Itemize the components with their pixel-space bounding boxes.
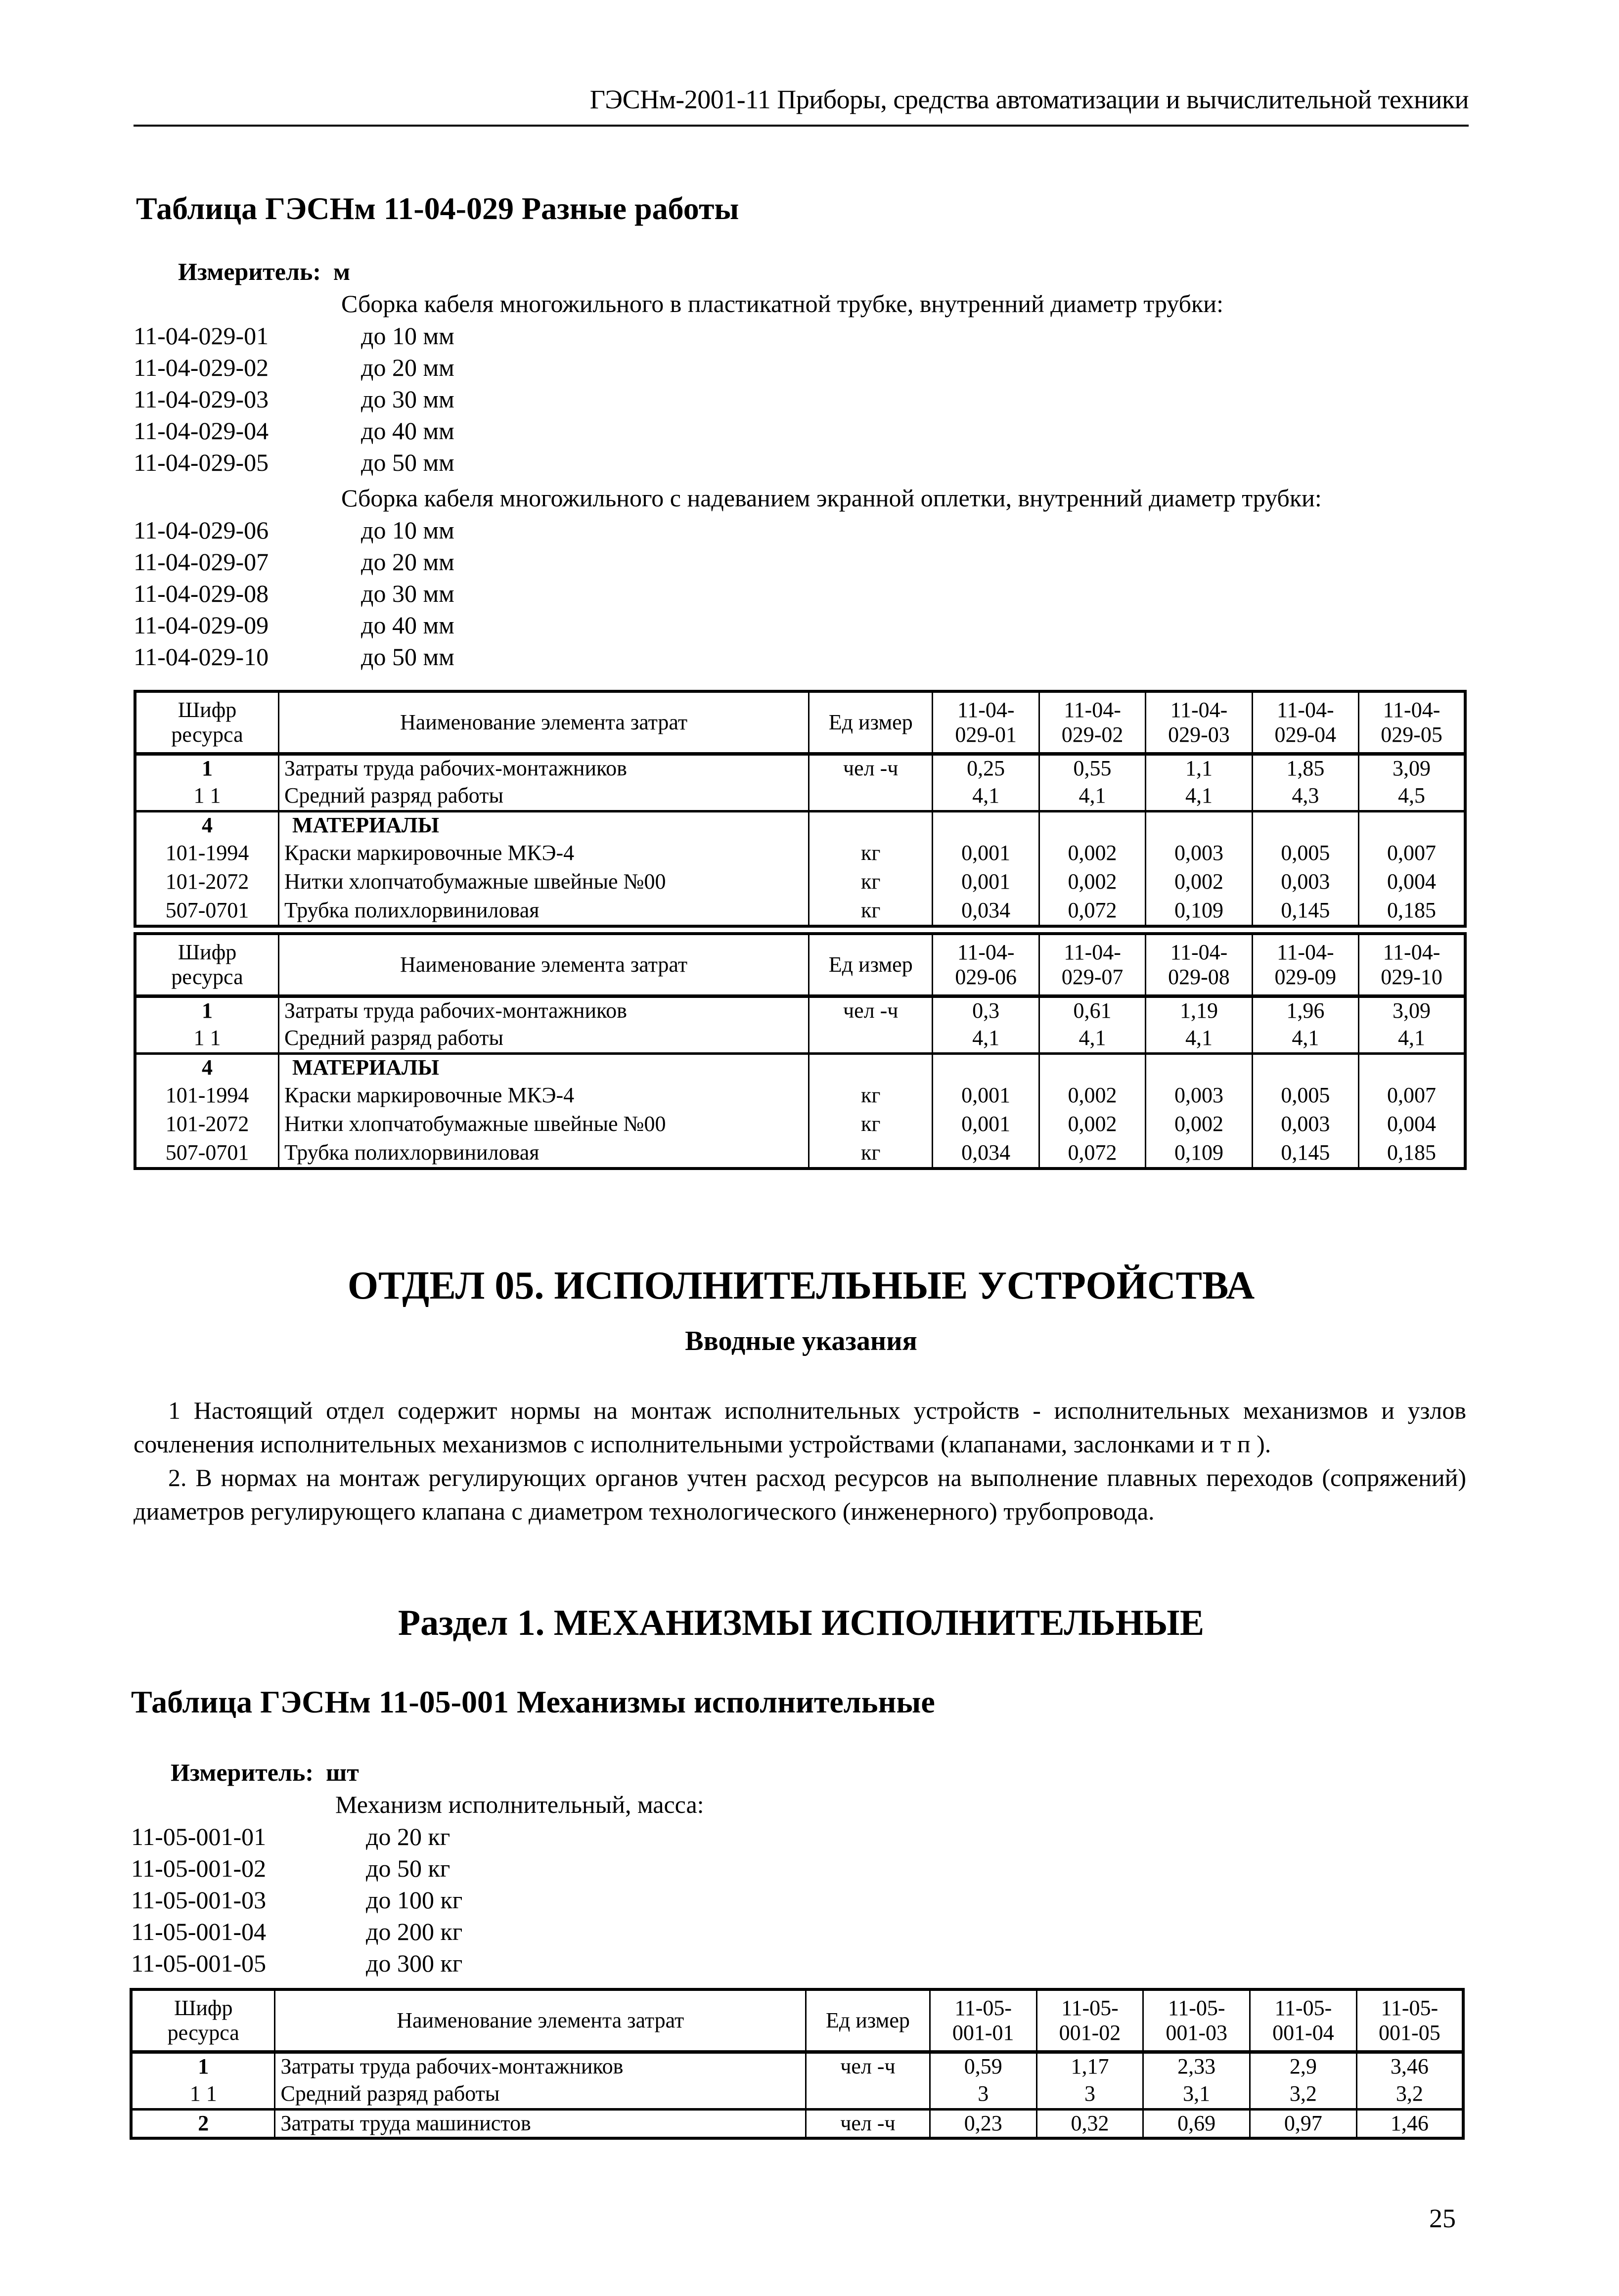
resource-table-11-05-001	[130, 1988, 1465, 2140]
table-row: 507-0701 Трубка полихлорвиниловая кг 0,034 0,072 0,109 0,145 0,185	[135, 1140, 1465, 1169]
measure-unit: шт	[326, 1758, 359, 1786]
table-row: 2 Затраты труда машинистов чел -ч 0,23 0,32 0,69 0,97 1,46	[131, 2110, 1463, 2138]
measure-label: Измеритель:	[178, 258, 321, 285]
list-item: 11-05-001-05 до 300 кг	[131, 1949, 463, 1977]
table-row-section-materials: 4 МАТЕРИАЛЫ	[135, 1054, 1465, 1082]
section-title: ОТДЕЛ 05. ИСПОЛНИТЕЛЬНЫЕ УСТРОЙСТВА	[347, 1264, 1255, 1307]
header-norm-08: 11-04- 029-08	[1146, 934, 1252, 996]
measure-unit: м	[333, 258, 351, 285]
list-item: 11-05-001-03 до 100 кг	[131, 1886, 463, 1914]
header-unit: Ед измер	[806, 1989, 930, 2052]
header-norm-02: 11-04- 029-02	[1039, 691, 1145, 754]
header-norm-02: 11-05- 001-02	[1036, 1989, 1143, 2052]
measure-unit-line	[171, 1758, 359, 1787]
running-header: ГЭСНм-2001-11 Приборы, средства автоматизации и вычислительной техники	[589, 85, 1469, 114]
list-item: 11-04-029-07 до 20 мм	[134, 548, 454, 576]
header-name: Наименование элемента затрат	[279, 691, 809, 754]
header-norm-03: 11-05- 001-03	[1143, 1989, 1250, 2052]
header-divider	[134, 125, 1469, 127]
table2-list	[131, 1822, 462, 1981]
header-norm-04: 11-04- 029-04	[1252, 691, 1358, 754]
list-item: 11-05-001-01 до 20 кг	[131, 1823, 450, 1850]
table-row: 507-0701 Трубка полихлорвиниловая кг 0,034 0,072 0,109 0,145 0,185	[135, 898, 1465, 926]
table-row: 1 1 Средний разряд работы 3 3 3,1 3,2 3,2	[131, 2081, 1463, 2110]
header-code: Шифр ресурса	[135, 934, 279, 996]
table-row: 101-1994 Краски маркировочные МКЭ-4 кг 0,001 0,002 0,003 0,005 0,007	[135, 840, 1465, 869]
header-norm-03: 11-04- 029-03	[1146, 691, 1252, 754]
list-item: 11-04-029-01 до 10 мм	[134, 322, 454, 350]
list-item: 11-05-001-02 до 50 кг	[131, 1854, 450, 1882]
header-norm-10: 11-04- 029-10	[1359, 934, 1465, 996]
table-title-11-05-001: Таблица ГЭСНм 11-05-001 Механизмы исполнительные	[131, 1684, 935, 1719]
table-header-row	[135, 691, 1465, 754]
resource-table-029-01-05	[134, 690, 1467, 928]
table-row: 101-2072 Нитки хлопчатобумажные швейные №00 кг 0,001 0,002 0,002 0,003 0,004	[135, 1111, 1465, 1140]
header-unit: Ед измер	[809, 691, 933, 754]
list-item: 11-04-029-04 до 40 мм	[134, 417, 454, 445]
table-row-section-materials: 4 МАТЕРИАЛЫ	[135, 811, 1465, 840]
resource-table-029-06-10	[134, 932, 1467, 1170]
header-norm-05: 11-04- 029-05	[1359, 691, 1465, 754]
group2-caption: Сборка кабеля многожильного с надеванием экранной оплетки, внутренний диаметр трубки:	[341, 484, 1322, 512]
list-item: 11-05-001-04 до 200 кг	[131, 1918, 463, 1945]
header-norm-09: 11-04- 029-09	[1252, 934, 1358, 996]
table-title-11-04-029: Таблица ГЭСНм 11-04-029 Разные работы	[136, 191, 739, 226]
measure-unit-line	[178, 257, 350, 286]
measure-label: Измеритель:	[171, 1758, 314, 1786]
table-row: 1 Затраты труда рабочих-монтажников чел -ч 0,3 0,61 1,19 1,96 3,09	[135, 996, 1465, 1025]
group2-list	[134, 516, 454, 674]
section-subtitle: Вводные указания	[685, 1326, 917, 1356]
header-norm-07: 11-04- 029-07	[1039, 934, 1145, 996]
table-row: 101-1994 Краски маркировочные МКЭ-4 кг 0,001 0,002 0,003 0,005 0,007	[135, 1082, 1465, 1111]
header-norm-05: 11-05- 001-05	[1356, 1989, 1463, 2052]
table-row: 1 Затраты труда рабочих-монтажников чел -ч 0,59 1,17 2,33 2,9 3,46	[131, 2052, 1463, 2081]
intro-paragraphs	[134, 1394, 1466, 1528]
header-name: Наименование элемента затрат	[275, 1989, 806, 2052]
paragraph-2: 2. В нормах на монтаж регулирующих органов учтен расход ресурсов на выполнение плавных переходов (сопряжений) диаметров регулирующего клапана с диаметром технологического (инженерного) трубопровода.	[134, 1464, 1466, 1525]
list-item: 11-04-029-06 до 10 мм	[134, 516, 454, 544]
list-item: 11-04-029-09 до 40 мм	[134, 611, 454, 639]
table-row: 1 1 Средний разряд работы 4,1 4,1 4,1 4,3 4,5	[135, 783, 1465, 811]
page-number: 25	[1429, 2204, 1456, 2233]
header-code: Шифр ресурса	[131, 1989, 275, 2052]
table-row: 101-2072 Нитки хлопчатобумажные швейные №00 кг 0,001 0,002 0,002 0,003 0,004	[135, 869, 1465, 898]
list-item: 11-04-029-08 до 30 мм	[134, 580, 454, 607]
table-header-row	[135, 934, 1465, 996]
table-row: 1 Затраты труда рабочих-монтажников чел -ч 0,25 0,55 1,1 1,85 3,09	[135, 754, 1465, 783]
group1-list	[134, 321, 454, 480]
list-item: 11-04-029-03 до 30 мм	[134, 385, 454, 413]
header-norm-06: 11-04- 029-06	[933, 934, 1039, 996]
header-name: Наименование элемента затрат	[279, 934, 809, 996]
list-item: 11-04-029-05 до 50 мм	[134, 449, 454, 476]
list-item: 11-04-029-10 до 50 мм	[134, 643, 454, 671]
table2-caption: Механизм исполнительный, масса:	[335, 1791, 704, 1818]
header-norm-01: 11-05- 001-01	[930, 1989, 1036, 2052]
paragraph-1: 1 Настоящий отдел содержит нормы на монтаж исполнительных устройств - исполнительных механизмов и узлов сочленения исполнительных механизмов с исполнительными устройствами (клапанами, заслонками и т п ).	[134, 1396, 1466, 1458]
list-item: 11-04-029-02 до 20 мм	[134, 354, 454, 381]
header-code: Шифр ресурса	[135, 691, 279, 754]
group1-caption: Сборка кабеля многожильного в пластикатной трубке, внутренний диаметр трубки:	[341, 290, 1223, 317]
razdel-title: Раздел 1. МЕХАНИЗМЫ ИСПОЛНИТЕЛЬНЫЕ	[398, 1603, 1205, 1643]
table-row: 1 1 Средний разряд работы 4,1 4,1 4,1 4,1 4,1	[135, 1025, 1465, 1054]
header-unit: Ед измер	[809, 934, 933, 996]
header-norm-04: 11-05- 001-04	[1250, 1989, 1357, 2052]
table-header-row	[131, 1989, 1463, 2052]
header-norm-01: 11-04- 029-01	[933, 691, 1039, 754]
